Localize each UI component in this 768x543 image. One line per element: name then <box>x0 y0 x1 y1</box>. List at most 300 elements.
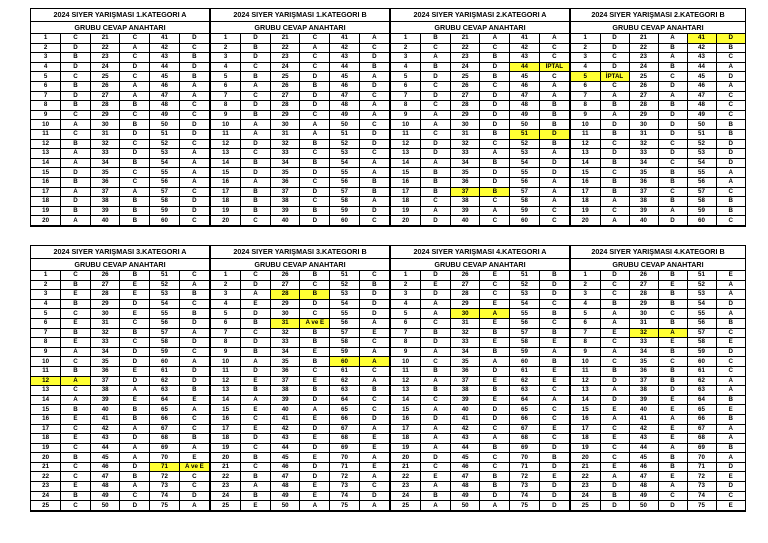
answer-cell: B <box>539 120 569 130</box>
question-number-cell: 41 <box>330 34 360 43</box>
answer-row <box>391 158 569 168</box>
answer-cell: E <box>480 376 510 386</box>
answer-cell: C <box>600 443 629 453</box>
question-number-cell: 34 <box>450 347 480 357</box>
question-number-cell: 70 <box>510 453 540 463</box>
question-number-cell: 14 <box>31 158 61 168</box>
question-number-cell: 49 <box>150 110 180 120</box>
question-number-cell: 54 <box>150 299 180 309</box>
answer-cell: A <box>359 34 389 43</box>
question-number-cell: 46 <box>510 81 540 91</box>
answer-cell: B <box>120 120 150 130</box>
answer-row <box>391 386 569 396</box>
answer-cell: C <box>539 434 569 444</box>
question-number-cell: 60 <box>330 216 360 226</box>
answer-row <box>391 357 569 367</box>
question-number-cell: 28 <box>270 101 300 111</box>
answer-table <box>571 271 745 511</box>
answer-cell: D <box>300 443 330 453</box>
answer-cell: A <box>539 34 569 43</box>
answer-row <box>211 120 389 130</box>
answer-cell: B <box>658 462 687 472</box>
question-number-cell: 54 <box>687 299 716 309</box>
answer-cell: D <box>658 120 687 130</box>
question-number-cell: 65 <box>150 405 180 415</box>
question-number-cell: 43 <box>150 53 180 63</box>
answer-cell: B <box>658 101 687 111</box>
question-number-cell: 60 <box>687 216 716 226</box>
question-number-cell: 23 <box>450 53 480 63</box>
answer-row <box>571 309 745 319</box>
answer-cell: B <box>179 53 209 63</box>
answer-cell: C <box>359 338 389 348</box>
answer-cell: A <box>539 197 569 207</box>
answer-cell: B <box>359 280 389 290</box>
answer-row <box>571 328 745 338</box>
question-number-cell: 9 <box>571 110 600 120</box>
question-number-cell: 56 <box>150 318 180 328</box>
question-number-cell: 40 <box>90 405 120 415</box>
question-number-cell: 60 <box>150 357 180 367</box>
question-number-cell: 17 <box>211 187 241 197</box>
card-subtitle: GRUBU CEVAP ANAHTARI <box>211 22 389 34</box>
answer-cell: A <box>300 405 330 415</box>
question-number-cell: 69 <box>510 443 540 453</box>
answer-cell: C <box>179 424 209 434</box>
answer-cell: B <box>539 101 569 111</box>
question-number-cell: 52 <box>150 139 180 149</box>
answer-cell: D <box>658 81 687 91</box>
question-number-cell: 70 <box>150 453 180 463</box>
question-number-cell: 28 <box>450 290 480 300</box>
question-number-cell: 19 <box>211 443 241 453</box>
question-number-cell: 26 <box>450 81 480 91</box>
answer-row <box>31 395 209 405</box>
question-number-cell: 5 <box>391 309 421 319</box>
question-number-cell: 49 <box>629 491 658 501</box>
answer-row <box>571 453 745 463</box>
answer-cell: B <box>600 299 629 309</box>
answer-cell: B <box>600 101 629 111</box>
question-number-cell: 11 <box>31 129 61 139</box>
question-number-cell: 25 <box>90 72 120 82</box>
answer-cell: C <box>179 482 209 492</box>
answer-cell: A <box>658 482 687 492</box>
answer-cell: C <box>421 318 451 328</box>
answer-row <box>31 62 209 72</box>
answer-cell: A <box>61 395 91 405</box>
answer-row <box>391 299 569 309</box>
answer-cell: C <box>421 197 451 207</box>
answer-row <box>211 328 389 338</box>
question-number-cell: 40 <box>629 216 658 226</box>
answer-cell: B <box>61 139 91 149</box>
answer-row <box>391 434 569 444</box>
answer-table <box>31 34 209 226</box>
card-title: 2024 SIYER YARIŞMASI 4.KATEGORI A <box>391 246 569 259</box>
answer-cell: B <box>179 72 209 82</box>
question-number-cell: 35 <box>90 357 120 367</box>
question-number-cell: 56 <box>330 318 360 328</box>
question-number-cell: 20 <box>31 453 61 463</box>
answer-cell: B <box>61 328 91 338</box>
question-number-cell: 6 <box>391 81 421 91</box>
question-number-cell: 32 <box>629 139 658 149</box>
answer-cell: C <box>359 271 389 280</box>
answer-cell: D <box>359 139 389 149</box>
answer-cell: C <box>539 72 569 82</box>
answer-cell: C <box>658 309 687 319</box>
question-number-cell: 49 <box>90 491 120 501</box>
question-number-cell: 40 <box>270 216 300 226</box>
question-number-cell: 21 <box>629 34 658 43</box>
question-number-cell: 71 <box>330 462 360 472</box>
answer-cell: A <box>300 43 330 53</box>
answer-cell: A <box>120 81 150 91</box>
answer-cell: D <box>179 197 209 207</box>
question-number-cell: 26 <box>90 271 120 280</box>
answer-row <box>571 177 745 187</box>
answer-cell: D <box>179 491 209 501</box>
question-number-cell: 73 <box>687 482 716 492</box>
answer-cell: D <box>716 158 745 168</box>
question-number-cell: 17 <box>391 187 421 197</box>
question-number-cell: 61 <box>330 366 360 376</box>
answer-cell: B <box>61 101 91 111</box>
answer-row <box>31 187 209 197</box>
answer-cell: B <box>241 472 271 482</box>
question-number-cell: 16 <box>211 414 241 424</box>
answer-cell: C <box>179 110 209 120</box>
question-number-cell: 29 <box>90 110 120 120</box>
answer-cell: C <box>120 139 150 149</box>
question-number-cell: 34 <box>90 158 120 168</box>
question-number-cell: 2 <box>391 280 421 290</box>
question-number-cell: 30 <box>629 309 658 319</box>
answer-row <box>211 347 389 357</box>
answer-cell: D <box>600 120 629 130</box>
answer-cell: B <box>359 177 389 187</box>
answer-row <box>391 318 569 328</box>
question-number-cell: 8 <box>391 101 421 111</box>
answer-cell: C <box>241 328 271 338</box>
answer-cell: D <box>300 101 330 111</box>
question-number-cell: 45 <box>629 453 658 463</box>
answer-cell: C <box>716 491 745 501</box>
answer-cell: D <box>241 168 271 178</box>
answer-cell: A <box>600 318 629 328</box>
answer-cell: A <box>480 34 510 43</box>
answer-cell: B <box>539 357 569 367</box>
answer-row <box>31 491 209 501</box>
question-number-cell: 33 <box>270 338 300 348</box>
question-number-cell: 15 <box>391 168 421 178</box>
answer-row <box>211 280 389 290</box>
answer-row <box>571 462 745 472</box>
question-number-cell: 73 <box>150 482 180 492</box>
question-number-cell: 38 <box>90 386 120 396</box>
answer-cell: A <box>480 149 510 159</box>
question-number-cell: 51 <box>330 271 360 280</box>
question-number-cell: 75 <box>687 501 716 511</box>
question-number-cell: 65 <box>687 405 716 415</box>
question-number-cell: 59 <box>330 347 360 357</box>
answer-row <box>211 424 389 434</box>
question-number-cell: 40 <box>450 216 480 226</box>
answer-cell: C <box>716 91 745 101</box>
question-number-cell: 46 <box>90 462 120 472</box>
answer-cell: A <box>716 81 745 91</box>
answer-cell: A <box>359 453 389 463</box>
answer-cell: C <box>658 491 687 501</box>
question-number-cell: 55 <box>330 309 360 319</box>
answer-cell: A <box>421 434 451 444</box>
answer-key-card <box>30 245 210 512</box>
question-number-cell: 51 <box>687 271 716 280</box>
answer-cell: C <box>120 72 150 82</box>
answer-cell: A <box>716 168 745 178</box>
question-number-cell: 2 <box>31 280 61 290</box>
answer-cell: E <box>539 338 569 348</box>
answer-cell: D <box>120 299 150 309</box>
question-number-cell: 60 <box>510 357 540 367</box>
answer-cell: D <box>480 120 510 130</box>
answer-cell: A <box>359 72 389 82</box>
answer-row <box>211 290 389 300</box>
answer-cell: D <box>241 338 271 348</box>
question-number-cell: 42 <box>450 424 480 434</box>
answer-row <box>391 101 569 111</box>
answer-cell: D <box>359 299 389 309</box>
question-number-cell: 31 <box>450 129 480 139</box>
answer-row <box>31 53 209 63</box>
question-number-cell: 32 <box>90 139 120 149</box>
question-number-cell: 9 <box>211 347 241 357</box>
answer-cell: A <box>539 149 569 159</box>
answer-cell: D <box>716 139 745 149</box>
answer-row <box>31 139 209 149</box>
answer-cell: D <box>480 405 510 415</box>
question-number-cell: 2 <box>391 43 421 53</box>
answer-row <box>31 216 209 226</box>
answer-cell: A <box>658 328 687 338</box>
question-number-cell: 35 <box>270 357 300 367</box>
question-number-cell: 46 <box>330 81 360 91</box>
answer-row <box>211 101 389 111</box>
answer-row <box>31 197 209 207</box>
answer-cell: D <box>716 149 745 159</box>
answer-row <box>571 129 745 139</box>
answer-cell: B <box>241 43 271 53</box>
answer-row <box>31 168 209 178</box>
answer-cell: D <box>600 34 629 43</box>
answer-cell: A <box>241 482 271 492</box>
answer-cell: C <box>716 187 745 197</box>
answer-row <box>571 491 745 501</box>
question-number-cell: 44 <box>330 62 360 72</box>
answer-cell: D <box>179 34 209 43</box>
answer-cell: C <box>658 139 687 149</box>
answer-row <box>571 81 745 91</box>
answer-cell: A <box>480 206 510 216</box>
answer-cell: C <box>61 110 91 120</box>
answer-cell: A <box>61 149 91 159</box>
question-number-cell: 66 <box>150 414 180 424</box>
answer-cell: C <box>480 424 510 434</box>
question-number-cell: 17 <box>391 424 421 434</box>
answer-cell: A <box>421 158 451 168</box>
answer-cell: D <box>120 462 150 472</box>
question-number-cell: 11 <box>571 129 600 139</box>
question-number-cell: 57 <box>150 187 180 197</box>
answer-cell: E <box>120 290 150 300</box>
answer-cell: C <box>241 414 271 424</box>
question-number-cell: 48 <box>687 101 716 111</box>
question-number-cell: 9 <box>211 110 241 120</box>
answer-row <box>211 110 389 120</box>
question-number-cell: 63 <box>330 386 360 396</box>
answer-cell: C <box>179 139 209 149</box>
answer-cell: B <box>539 271 569 280</box>
question-number-cell: 38 <box>450 386 480 396</box>
answer-cell: C <box>716 101 745 111</box>
answer-row <box>571 34 745 43</box>
answer-cell: D <box>539 129 569 139</box>
answer-cell: D <box>120 129 150 139</box>
question-number-cell: 25 <box>31 501 61 511</box>
answer-cell: C <box>600 453 629 463</box>
answer-cell: C <box>120 53 150 63</box>
answer-cell: C <box>600 280 629 290</box>
answer-cell: D <box>421 290 451 300</box>
question-number-cell: 5 <box>211 72 241 82</box>
question-number-cell: 57 <box>687 328 716 338</box>
answer-cell: D <box>120 501 150 511</box>
question-number-cell: 11 <box>211 366 241 376</box>
answer-cell: E <box>539 376 569 386</box>
answer-cell: A <box>241 129 271 139</box>
answer-row <box>211 149 389 159</box>
answer-cell: C <box>241 216 271 226</box>
question-number-cell: 36 <box>90 177 120 187</box>
question-number-cell: 18 <box>31 434 61 444</box>
question-number-cell: 3 <box>391 290 421 300</box>
card-title: 2024 SIYER YARIŞMASI 3.KATEGORI B <box>211 246 389 259</box>
question-number-cell: 70 <box>330 453 360 463</box>
question-number-cell: 55 <box>330 168 360 178</box>
answer-cell: B <box>658 366 687 376</box>
answer-table <box>391 34 569 226</box>
answer-cell: B <box>421 328 451 338</box>
question-number-cell: 52 <box>330 139 360 149</box>
answer-row <box>391 338 569 348</box>
answer-cell: B <box>300 139 330 149</box>
answer-cell: C <box>61 501 91 511</box>
answer-cell: B <box>716 414 745 424</box>
answer-cell: C <box>120 318 150 328</box>
question-number-cell: 73 <box>510 482 540 492</box>
question-number-cell: 50 <box>90 501 120 511</box>
question-number-cell: 19 <box>571 443 600 453</box>
question-number-cell: 57 <box>150 328 180 338</box>
answer-row <box>391 271 569 280</box>
answer-cell: C <box>480 280 510 290</box>
question-number-cell: 35 <box>450 168 480 178</box>
answer-row <box>571 280 745 290</box>
answer-cell: B <box>241 386 271 396</box>
question-number-cell: 20 <box>211 216 241 226</box>
answer-row <box>571 158 745 168</box>
answer-cell: C <box>421 357 451 367</box>
question-number-cell: 27 <box>90 91 120 101</box>
question-number-cell: 29 <box>450 299 480 309</box>
answer-cell: C <box>300 110 330 120</box>
question-number-cell: 16 <box>31 177 61 187</box>
question-number-cell: 23 <box>270 53 300 63</box>
answer-row <box>31 81 209 91</box>
question-number-cell: 19 <box>571 206 600 216</box>
answer-cell: A <box>359 318 389 328</box>
answer-cell: D <box>300 395 330 405</box>
question-number-cell: 29 <box>90 299 120 309</box>
answer-cell: C <box>716 216 745 226</box>
answer-cell: D <box>539 168 569 178</box>
question-number-cell: 30 <box>450 309 480 319</box>
question-number-cell: 74 <box>330 491 360 501</box>
answer-row <box>211 81 389 91</box>
question-number-cell: 17 <box>31 424 61 434</box>
answer-cell: E <box>716 472 745 482</box>
answer-row <box>571 357 745 367</box>
answer-cell: A <box>658 34 687 43</box>
answer-key-card <box>390 8 570 227</box>
answer-cell: C <box>600 81 629 91</box>
answer-row <box>571 168 745 178</box>
answer-row <box>31 501 209 511</box>
answer-row <box>31 280 209 290</box>
answer-cell: A <box>120 386 150 396</box>
answer-cell: D <box>480 366 510 376</box>
question-number-cell: 13 <box>391 386 421 396</box>
answer-cell: B <box>716 43 745 53</box>
answer-cell: E <box>716 271 745 280</box>
question-number-cell: 30 <box>270 120 300 130</box>
question-number-cell: 56 <box>510 177 540 187</box>
answer-cell: D <box>120 149 150 159</box>
answer-cell: B <box>480 328 510 338</box>
answer-cell: C <box>421 129 451 139</box>
question-number-cell: 52 <box>687 139 716 149</box>
question-number-cell: 30 <box>90 309 120 319</box>
question-number-cell: 47 <box>510 91 540 101</box>
question-number-cell: 7 <box>211 328 241 338</box>
answer-cell: D <box>241 139 271 149</box>
answer-cell: C <box>179 347 209 357</box>
question-number-cell: 69 <box>687 443 716 453</box>
question-number-cell: 59 <box>687 347 716 357</box>
answer-cell: B <box>421 491 451 501</box>
answer-row <box>571 216 745 226</box>
answer-cell: B <box>241 158 271 168</box>
question-number-cell: 15 <box>571 168 600 178</box>
answer-cell: D <box>658 129 687 139</box>
answer-row <box>211 491 389 501</box>
answer-cell: A <box>421 424 451 434</box>
question-number-cell: 6 <box>31 318 61 328</box>
question-number-cell: 32 <box>270 328 300 338</box>
answer-cell: E <box>120 280 150 290</box>
question-number-cell: 37 <box>629 376 658 386</box>
